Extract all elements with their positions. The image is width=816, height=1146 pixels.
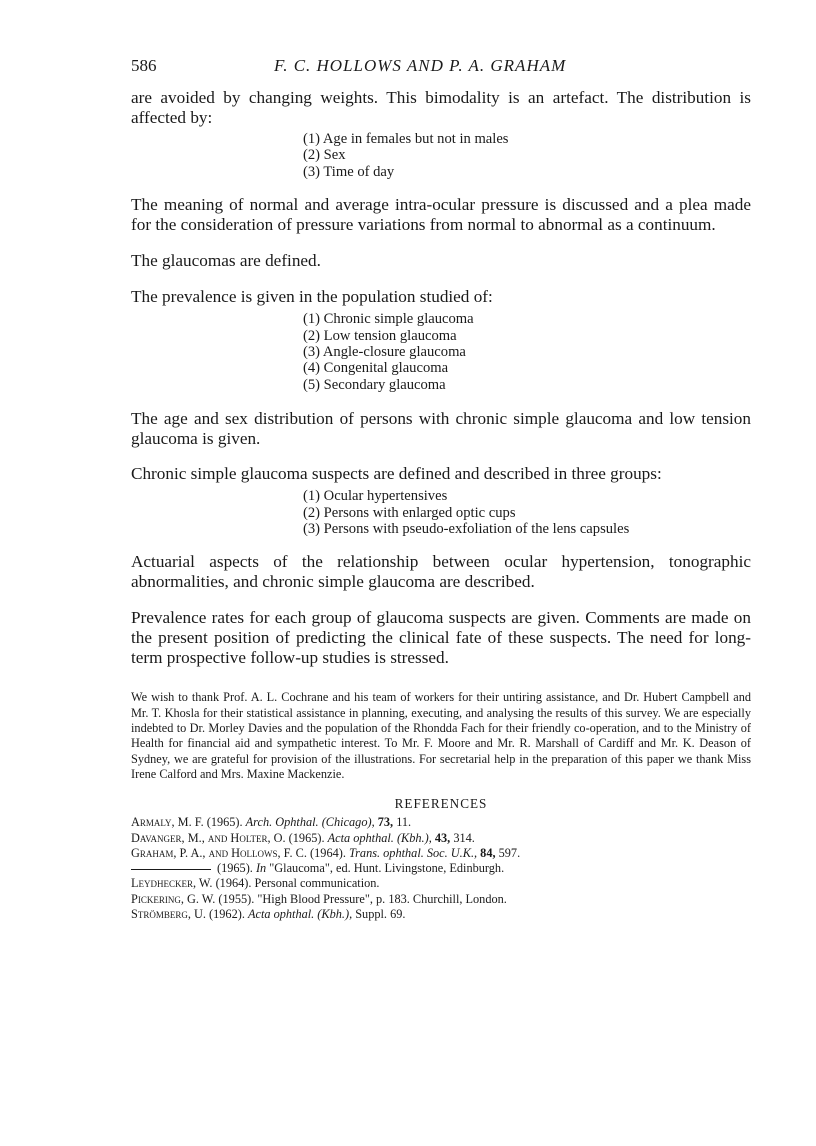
references-heading: REFERENCES (394, 796, 488, 812)
list-item: (3) Angle-closure glaucoma (303, 344, 466, 361)
summary-paragraph-4: The prevalence is given in the population studied of: (131, 287, 493, 307)
page-number: 586 (131, 56, 157, 75)
reference-item: (1965). In "Glaucoma", ed. Hunt. Livingstone, Edinburgh. (131, 861, 751, 876)
summary-paragraph-7: Actuarial aspects of the relationship between ocular hypertension, tonographic abnormalities, and chronic simple glaucoma are described. (131, 552, 751, 592)
summary-paragraph-1: are avoided by changing weights. This bimodality is an artefact. The distribution is affected by: (131, 88, 751, 127)
glaucoma-types-list (303, 311, 751, 393)
reference-item: Graham, P. A., and Hollows, F. C. (1964). Trans. ophthal. Soc. U.K., 84, 597. (131, 845, 521, 860)
summary-paragraph-2: The meaning of normal and average intra-ocular pressure is discussed and a plea made for the consideration of pressure variations from normal to abnormal as a continuum. (131, 195, 751, 235)
list-item: (1) Age in females but not in males (303, 131, 509, 147)
acknowledgement: We wish to thank Prof. A. L. Cochrane and his team of workers for their untiring assistance, and Dr. Hubert Campbell and Mr. T. Khosla for their statistical assistance in planning, executing, and analysing the results of this survey. We are especially indebted to Dr. Morley Davies and the population of the Rhondda Fach for their friendly co-operation, and to the Ministry of Health for financial aid and sympathetic interest. To Mr. F. Moore and Mr. R. Marshall of Cardiff and Mr. K. Deason of Sydney, we are grateful for provision of the illustrations. For secretarial help in the preparation of this paper we thank Miss Irene Calford and Mrs. Maxine Mackenzie. (131, 690, 751, 781)
list-item: (4) Congenital glaucoma (303, 360, 449, 377)
summary-paragraph-8: Prevalence rates for each group of glaucoma suspects are given. Comments are made on the present position of predicting the clinical fate of these suspects. The need for long-term prospective follow-up studies is stressed. (131, 608, 751, 668)
list-item: (2) Persons with enlarged optic cups (303, 504, 516, 521)
ditto-dash (131, 869, 211, 870)
list-item: (5) Secondary glaucoma (303, 376, 446, 393)
list-item: (1) Ocular hypertensives (303, 488, 448, 505)
suspect-groups-list (303, 488, 751, 537)
page-header (131, 56, 751, 82)
summary-paragraph-6: Chronic simple glaucoma suspects are defined and described in three groups: (131, 464, 662, 484)
references-list (131, 815, 751, 922)
summary-paragraph-3: The glaucomas are defined. (131, 251, 321, 271)
list-item: (3) Time of day (303, 163, 395, 180)
summary-paragraph-5: The age and sex distribution of persons with chronic simple glaucoma and low tension glaucoma is given. (131, 409, 751, 449)
reference-item: Strömberg, U. (1962). Acta ophthal. (Kbh.), Suppl. 69. (131, 907, 406, 922)
reference-item: Pickering, G. W. (1955). "High Blood Pressure", p. 183. Churchill, London. (131, 891, 507, 906)
reference-item: Armaly, M. F. (1965). Arch. Ophthal. (Chicago), 73, 11. (131, 815, 412, 830)
running-head: F. C. HOLLOWS AND P. A. GRAHAM (274, 56, 567, 75)
list-item: (3) Persons with pseudo-exfoliation of the lens capsules (303, 521, 630, 538)
list-item: (2) Low tension glaucoma (303, 327, 457, 344)
list-item: (2) Sex (303, 147, 346, 164)
list-item: (1) Chronic simple glaucoma (303, 311, 474, 328)
page (131, 56, 751, 922)
distribution-factors-list (303, 131, 751, 180)
reference-item: Leydhecker, W. (1964). Personal communication. (131, 876, 380, 891)
reference-item: Davanger, M., and Holter, O. (1965). Acta ophthal. (Kbh.), 43, 314. (131, 830, 475, 845)
